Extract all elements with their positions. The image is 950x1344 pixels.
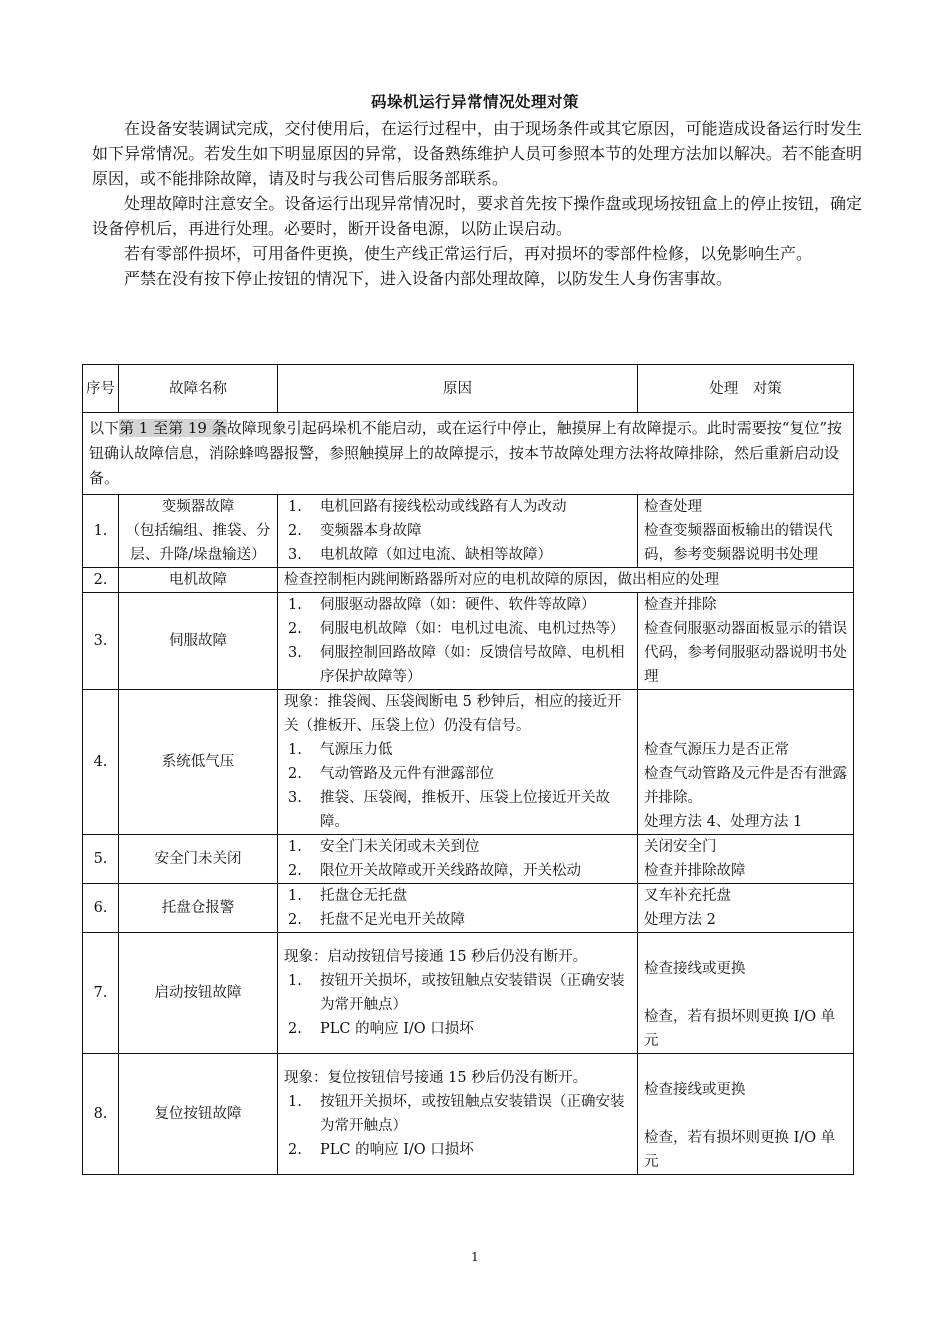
table-note <box>83 413 854 495</box>
cause-cell <box>278 1054 638 1175</box>
table-row <box>83 1054 854 1175</box>
note-text: 故障现象引起码垛机不能启动，或在运行中停止，触摸屏上有故障提示。此时需要按“复位”按钮确认故障信息，消除蜂鸣器报警，参照触摸屏上的故障提示，按本节故障处理方法将故障排除，然后重新启动设备。 <box>89 419 843 487</box>
cause-cell <box>278 933 638 1054</box>
row-number: 8. <box>83 1054 119 1175</box>
action-line: 检查气源压力是否正常 <box>644 742 789 758</box>
cause-item: 2. 伺服电机故障（如：电机过电流、电机过热等） <box>288 621 625 637</box>
row-number: 3. <box>83 593 119 690</box>
cause-item: 1. 按钮开关损坏，或按钮触点安装错误（正确安装为常开触点） <box>288 1094 625 1134</box>
fault-name: 系统低气压 <box>119 690 278 835</box>
intro-paragraph: 严禁在没有按下停止按钮的情况下，进入设备内部处理故障，以防发生人身伤害事故。 <box>124 269 733 288</box>
table-row <box>83 884 854 933</box>
cause-item: 2. 托盘不足光电开关故障 <box>288 912 465 928</box>
document-title: 码垛机运行异常情况处理对策 <box>370 93 579 111</box>
fault-name: 电机故障 <box>119 568 278 593</box>
fault-name: 复位按钮故障 <box>119 1054 278 1175</box>
cause-cell <box>278 690 638 835</box>
page-number: 1 <box>471 1250 479 1264</box>
cause-item: 1. 气源压力低 <box>288 742 393 758</box>
table-row <box>83 568 854 593</box>
action-line: 检查变频器面板输出的错误代码，参考变频器说明书处理 <box>644 523 833 563</box>
action-cell <box>638 884 854 933</box>
cause-item: 3. 伺服控制回路故障（如：反馈信号故障、电机相序保护故障等） <box>288 645 625 685</box>
phenomenon-text: 现象：启动按钮信号接通 15 秒后仍没有断开。 <box>284 949 588 965</box>
cause-item: 3. 电机故障（如过电流、缺相等故障） <box>288 547 552 563</box>
table-row <box>83 933 854 1054</box>
table-row <box>83 835 854 884</box>
action-line: 检查伺服驱动器面板显示的错误代码，参考伺服驱动器说明书处理 <box>644 621 847 685</box>
phenomenon-text: 现象：复位按钮信号接通 15 秒后仍没有断开。 <box>284 1070 588 1086</box>
action-line: 检查并排除故障 <box>644 863 746 879</box>
header-name: 故障名称 <box>119 365 278 413</box>
table-row <box>83 690 854 835</box>
note-prefix: 以下 <box>89 419 120 437</box>
cause-item: 2. PLC 的响应 I/O 口损坏 <box>288 1021 474 1037</box>
action-cell <box>638 933 854 1054</box>
cause-item: 1. 按钮开关损坏，或按钮触点安装错误（正确安装为常开触点） <box>288 973 625 1013</box>
note-highlight: 第 1 至第 19 条 <box>119 419 227 437</box>
action-line: 检查，若有损坏则更换 I/O 单元 <box>644 1130 836 1170</box>
action-line: 检查接线或更换 <box>644 1082 746 1098</box>
action-line: 检查气动管路及元件是否有泄露并排除。 <box>644 766 847 806</box>
action-line: 检查，若有损坏则更换 I/O 单元 <box>644 1009 836 1049</box>
cause-cell <box>278 835 638 884</box>
action-cell <box>638 1054 854 1175</box>
row-number: 6. <box>83 884 119 933</box>
action-line: 检查并排除 <box>644 597 717 613</box>
cause-item: 2. 变频器本身故障 <box>288 523 422 539</box>
table-note-row <box>83 413 854 495</box>
cause-item: 1. 电机回路有接线松动或线路有人为改动 <box>288 499 567 515</box>
cause-item: 2. 限位开关故障或开关线路故障，开关松动 <box>288 863 581 879</box>
intro-paragraph: 若有零部件损坏，可用备件更换，使生产线正常运行后，再对损坏的零部件检修，以免影响生产。 <box>124 244 813 263</box>
action-cell <box>638 593 854 690</box>
cause-cell <box>278 884 638 933</box>
phenomenon-text: 现象：推袋阀、压袋阀断电 5 秒钟后，相应的接近开关（推板开、压袋上位）仍没有信号。 <box>284 694 622 734</box>
cause-item: 1. 托盘仓无托盘 <box>288 888 407 904</box>
cause-item: 1. 安全门未关闭或未关到位 <box>288 839 480 855</box>
header-cause: 原因 <box>278 365 638 413</box>
header-no: 序号 <box>83 365 119 413</box>
fault-table <box>82 364 854 1175</box>
intro-paragraph: 在设备安装调试完成，交付使用后，在运行过程中，由于现场条件或其它原因，可能造成设备运行时发生如下异常情况。若发生如下明显原因的异常，设备熟练维护人员可参照本节的处理方法加以解决。若不能查明原因，或不能排除故障，请及时与我公司售后服务部联系。 <box>92 119 862 188</box>
intro-section <box>92 116 862 291</box>
row-number: 4. <box>83 690 119 835</box>
cause-item: 1. 伺服驱动器故障（如：硬件、软件等故障） <box>288 597 596 613</box>
row-number: 2. <box>83 568 119 593</box>
action-line: 处理方法 4、处理方法 1 <box>644 814 803 830</box>
fault-name: 伺服故障 <box>119 593 278 690</box>
action-line: 叉车补充托盘 <box>644 888 731 904</box>
table-row <box>83 593 854 690</box>
action-cell <box>638 690 854 835</box>
fault-name: 启动按钮故障 <box>119 933 278 1054</box>
cause-cell <box>278 593 638 690</box>
cause-cell <box>278 495 638 568</box>
cause-item: 2. 气动管路及元件有泄露部位 <box>288 766 494 782</box>
header-action: 处理 对策 <box>638 365 854 413</box>
fault-name: 托盘仓报警 <box>119 884 278 933</box>
action-cell <box>638 495 854 568</box>
span-cell: 检查控制柜内跳闸断路器所对应的电机故障的原因，做出相应的处理 <box>278 568 854 593</box>
action-line: 处理方法 2 <box>644 912 716 928</box>
fault-name: 安全门未关闭 <box>119 835 278 884</box>
row-number: 1. <box>83 495 119 568</box>
action-line: 关闭安全门 <box>644 839 717 855</box>
cause-item: 2. PLC 的响应 I/O 口损坏 <box>288 1142 474 1158</box>
action-cell <box>638 835 854 884</box>
cause-item: 3. 推袋、压袋阀，推板开、压袋上位接近开关故障。 <box>288 790 610 830</box>
fault-name: 变频器故障 （包括编组、推袋、分层、升降/垛盘输送） <box>119 495 278 568</box>
row-number: 7. <box>83 933 119 1054</box>
table-row <box>83 495 854 568</box>
intro-paragraph: 处理故障时注意安全。设备运行出现异常情况时，要求首先按下操作盘或现场按钮盒上的停止按钮，确定设备停机后，再进行处理。必要时，断开设备电源，以防止误启动。 <box>92 194 862 238</box>
row-number: 5. <box>83 835 119 884</box>
action-line: 检查接线或更换 <box>644 961 746 977</box>
action-line: 检查处理 <box>644 499 702 515</box>
table-header-row <box>83 365 854 413</box>
